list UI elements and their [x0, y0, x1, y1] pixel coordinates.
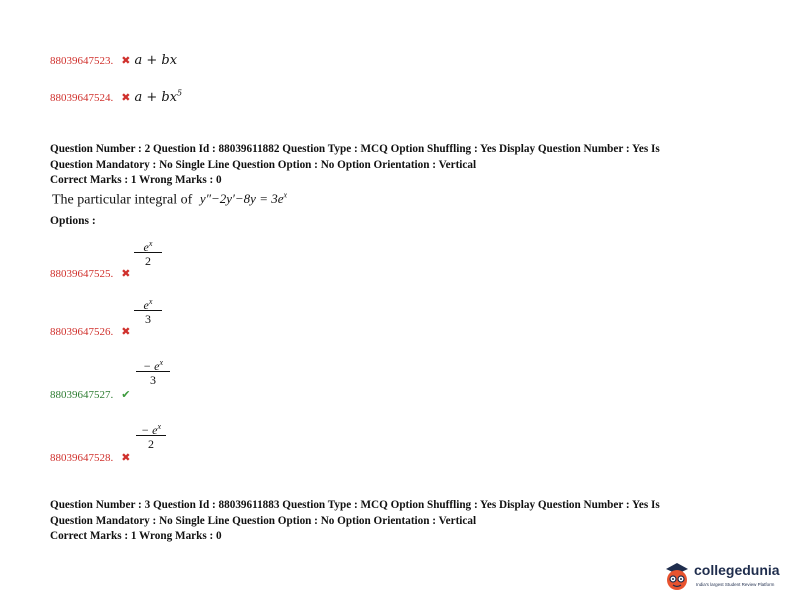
wrong-mark-icon: ✖ — [121, 92, 131, 104]
option-row — [50, 264, 130, 282]
option-id: 88039647525. — [50, 268, 114, 280]
option-row — [50, 322, 130, 340]
option-id: 88039647528. — [50, 452, 114, 464]
option-id: 88039647524. — [50, 92, 114, 104]
option-fraction: $e^x$ 2 — [131, 235, 165, 269]
marks-line: Correct Marks : 1 Wrong Marks : 0 — [50, 530, 222, 542]
marks-line: Correct Marks : 1 Wrong Marks : 0 — [50, 174, 222, 186]
option-id: 88039647527. — [50, 389, 114, 401]
option-answer: a + bx — [134, 53, 178, 68]
option-answer: $a + bx^5$ — [134, 88, 183, 105]
student-mascot-icon — [662, 560, 692, 594]
option-row — [50, 448, 130, 466]
question-meta-line: Question Number : 2 Question Id : 88039611882 Question Type : MCQ Option Shuffling : Yes Display Question Number : Yes Is — [50, 143, 660, 155]
correct-check-icon: ✔ — [121, 389, 131, 401]
wrong-mark-icon: ✖ — [121, 268, 131, 280]
option-fraction: − $e^x$ 3 — [133, 354, 173, 388]
question-meta-line: Question Mandatory : No Single Line Question Option : No Option Orientation : Vertical — [50, 514, 477, 527]
logo-name: collegedunia — [694, 562, 780, 578]
options-label: Options : — [50, 215, 96, 227]
collegedunia-logo — [662, 560, 786, 596]
option-row — [50, 385, 130, 403]
wrong-mark-icon: ✖ — [121, 326, 131, 338]
question-meta-line: Question Number : 3 Question Id : 88039611883 Question Type : MCQ Option Shuffling : Yes Display Question Number : Yes Is — [50, 499, 660, 511]
logo-tagline: India's largest Student Review Platform — [696, 582, 775, 587]
question-meta-line: Question Mandatory : No Single Line Question Option : No Option Orientation : Vertical — [50, 158, 477, 171]
wrong-mark-icon: ✖ — [121, 452, 131, 464]
wrong-mark-icon: ✖ — [121, 55, 131, 67]
question-equation: $y''-2y'-8y = 3e^x$ — [199, 191, 288, 207]
option-id: 88039647523. — [50, 55, 114, 67]
option-row — [50, 88, 182, 106]
option-row — [50, 51, 177, 69]
option-fraction: − $e^x$ 2 — [133, 418, 169, 452]
question-text: The particular integral of $y''-2y'-8y = 3e^x$ — [52, 191, 288, 208]
option-fraction: $e^x$ 3 — [131, 293, 165, 327]
question-header — [50, 142, 750, 189]
option-id: 88039647526. — [50, 326, 114, 338]
question-header — [50, 498, 750, 545]
